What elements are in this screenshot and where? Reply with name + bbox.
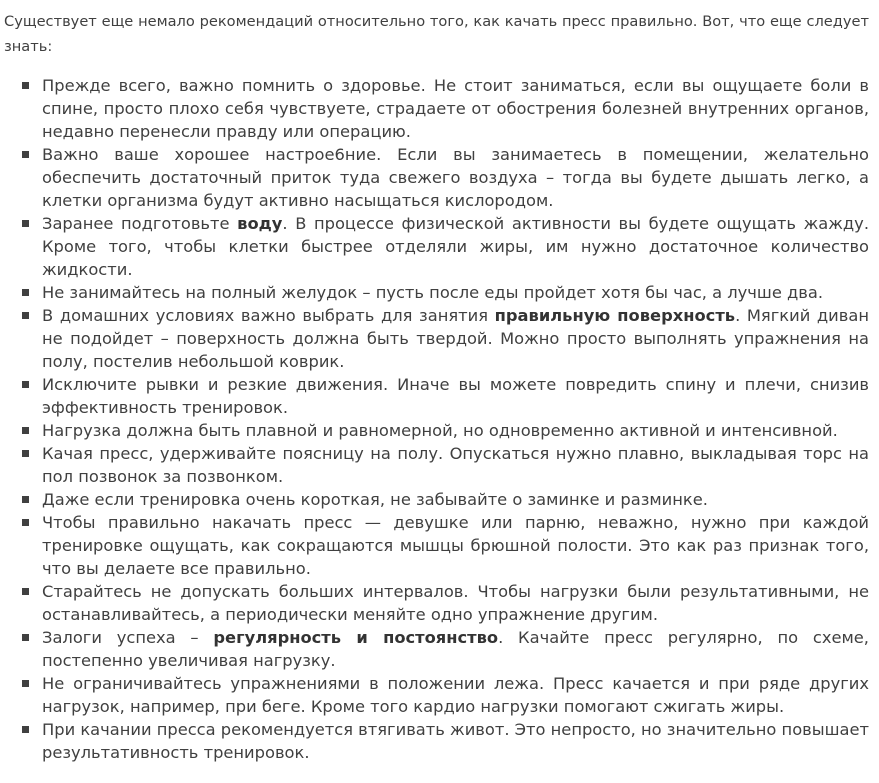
list-item-text: Нагрузка должна быть плавной и равномерной, но одновременно активной и интенсивной. bbox=[42, 421, 838, 440]
list-item-text: При качании пресса рекомендуется втягивать живот. Это непросто, но значительно повышает результативность тренировок. bbox=[42, 720, 869, 762]
square-bullet-icon bbox=[22, 381, 29, 388]
square-bullet-icon bbox=[22, 289, 29, 296]
list-item bbox=[22, 373, 869, 419]
square-bullet-icon bbox=[22, 680, 29, 687]
list-item-emphasis: правильную поверхность bbox=[494, 306, 736, 325]
list-item bbox=[22, 212, 869, 281]
square-bullet-icon bbox=[22, 220, 29, 227]
square-bullet-icon bbox=[22, 588, 29, 595]
list-item-text: Чтобы правильно накачать пресс — девушке или парню, неважно, нужно при каждой тренировке ощущать, как сокращаются мышцы брюшной полости. Это как раз признак того, что вы делаете все правильно. bbox=[42, 513, 869, 578]
square-bullet-icon bbox=[22, 726, 29, 733]
list-item bbox=[22, 511, 869, 580]
tips-list bbox=[4, 74, 869, 764]
list-item-text-continued: . Качайте пресс регулярно, по схеме, постепенно увеличивая нагрузку. bbox=[42, 628, 869, 670]
list-item-emphasis: регулярность и постоянство bbox=[213, 628, 499, 647]
list-item-text: Залоги успеха – bbox=[42, 628, 214, 647]
list-item-text: Не ограничивайтесь упражнениями в положении лежа. Пресс качается и при ряде других нагрузок, например, при беге. Кроме того кардио нагрузки помогают сжигать жиры. bbox=[42, 674, 869, 716]
list-item-emphasis: воду bbox=[237, 214, 283, 233]
square-bullet-icon bbox=[22, 151, 29, 158]
list-item-text: Важно ваше хорошее настрое6ние. Если вы занимаетесь в помещении, желательно обеспечить достаточный приток туда свежего воздуха – тогда вы будете дышать легко, а клетки организма будут активно насыщаться кислородом. bbox=[42, 145, 869, 210]
list-item bbox=[22, 442, 869, 488]
list-item bbox=[22, 488, 869, 511]
list-item bbox=[22, 672, 869, 718]
list-item bbox=[22, 143, 869, 212]
list-item bbox=[22, 419, 869, 442]
list-item-text: Качая пресс, удерживайте поясницу на полу. Опускаться нужно плавно, выкладывая торс на пол позвонок за позвонком. bbox=[42, 444, 869, 486]
list-item bbox=[22, 304, 869, 373]
square-bullet-icon bbox=[22, 312, 29, 319]
list-item bbox=[22, 580, 869, 626]
list-item bbox=[22, 718, 869, 764]
square-bullet-icon bbox=[22, 496, 29, 503]
list-item-text: В домашних условиях важно выбрать для занятия bbox=[42, 306, 495, 325]
list-item-text-continued: . Мягкий диван не подойдет – поверхность должна быть твердой. Можно просто выполнять упражнения на полу, постелив небольшой коврик. bbox=[42, 306, 869, 371]
list-item-text-continued: . В процессе физической активности вы будете ощущать жажду. Кроме того, чтобы клетки быстрее отделяли жиры, им нужно достаточное количество жидкости. bbox=[42, 214, 869, 279]
list-item-text: Старайтесь не допускать больших интервалов. Чтобы нагрузки были результативными, не останавливайтесь, а периодически меняйте одно упражнение другим. bbox=[42, 582, 869, 624]
intro-paragraph: Существует еще немало рекомендаций относительно того, как качать пресс правильно. Вот, что еще следует знать: bbox=[4, 13, 869, 55]
list-item bbox=[22, 281, 869, 304]
square-bullet-icon bbox=[22, 82, 29, 89]
list-item bbox=[22, 74, 869, 143]
square-bullet-icon bbox=[22, 450, 29, 457]
square-bullet-icon bbox=[22, 634, 29, 641]
square-bullet-icon bbox=[22, 427, 29, 434]
list-item-text: Прежде всего, важно помнить о здоровье. Не стоит заниматься, если вы ощущаете боли в спине, просто плохо себя чувствуете, страдаете от обострения болезней внутренних органов, недавно перенесли правду или операцию. bbox=[42, 76, 869, 141]
list-item-text: Заранее подготовьте bbox=[42, 214, 238, 233]
square-bullet-icon bbox=[22, 519, 29, 526]
list-item-text: Исключите рывки и резкие движения. Иначе вы можете повредить спину и плечи, снизив эффективность тренировок. bbox=[42, 375, 869, 417]
list-item-text: Даже если тренировка очень короткая, не забывайте о заминке и разминке. bbox=[42, 490, 708, 509]
list-item-text: Не занимайтесь на полный желудок – пусть после еды пройдет хотя бы час, а лучше два. bbox=[42, 283, 824, 302]
list-item bbox=[22, 626, 869, 672]
